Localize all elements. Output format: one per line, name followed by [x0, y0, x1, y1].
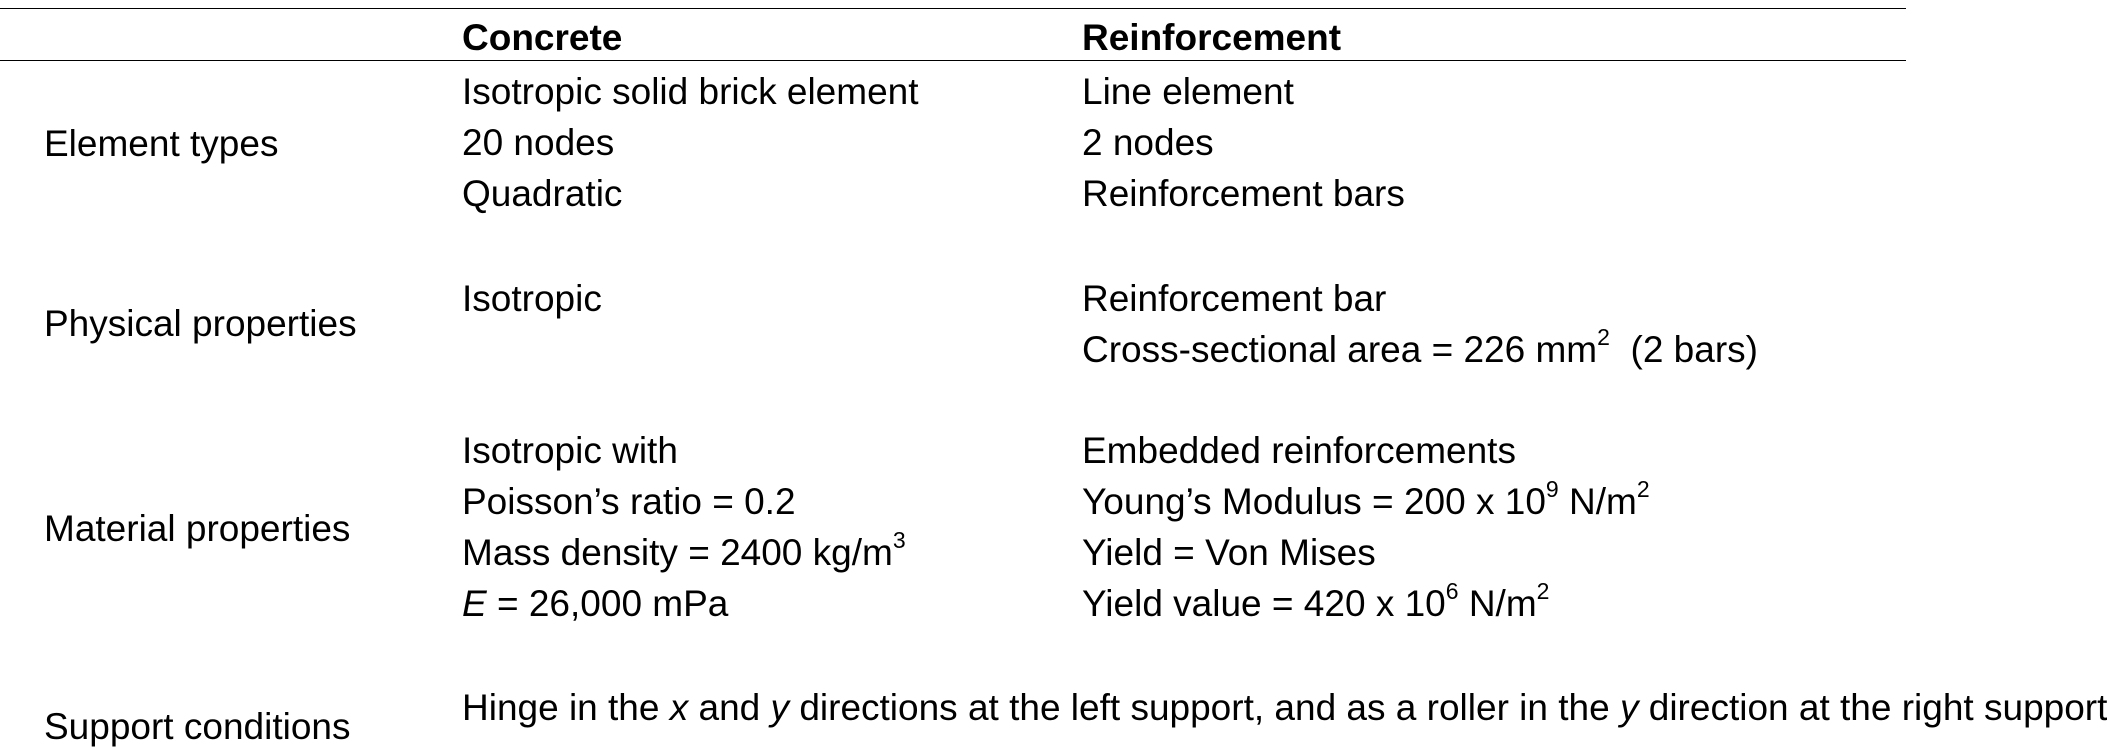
support-y1: y	[770, 687, 790, 728]
support-text-1: Hinge in the	[462, 687, 670, 728]
support-text-3: directions at the left support, and as a roller in the	[789, 687, 1620, 728]
element-types-concrete	[462, 70, 919, 223]
table-header-rule	[0, 60, 1906, 61]
youngs-unit-exponent: 2	[1636, 475, 1650, 502]
support-x: x	[669, 687, 689, 728]
density-text: Mass density = 2400 kg/m	[462, 532, 893, 573]
yield-unit-exponent: 2	[1536, 577, 1550, 604]
cell-text: Yield = Von Mises	[1082, 532, 1376, 573]
density-exponent: 3	[892, 526, 906, 553]
cell-text: Line element	[1082, 71, 1294, 112]
area-text: Cross-sectional area = 226 mm	[1082, 329, 1598, 370]
e-value: = 26,000 mPa	[486, 583, 729, 624]
cell-text: Reinforcement bar	[1082, 278, 1387, 319]
physical-properties-concrete	[462, 277, 602, 328]
yield-text: Yield value = 420 x 10	[1082, 583, 1446, 624]
column-header-reinforcement: Reinforcement	[1082, 17, 1342, 58]
support-y2: y	[1619, 687, 1639, 728]
cross-sectional-area	[1082, 323, 1758, 379]
cell-text: 2 nodes	[1082, 122, 1214, 163]
area-exponent: 2	[1597, 323, 1610, 350]
row-label-element-types: Element types	[44, 123, 279, 164]
table-top-rule	[0, 8, 1906, 9]
e-symbol: E	[462, 583, 487, 624]
support-text-4: direction at the right support	[1638, 687, 2107, 728]
youngs-text: Young’s Modulus = 200 x 10	[1082, 481, 1546, 522]
area-note: (2 bars)	[1609, 329, 1758, 370]
material-properties-concrete	[462, 429, 906, 633]
support-text-2: and	[688, 687, 771, 728]
cell-text: Isotropic	[462, 278, 602, 319]
row-label-material-properties: Material properties	[44, 508, 351, 549]
row-label-support-conditions: Support conditions	[44, 706, 351, 747]
cell-text: Isotropic with	[462, 430, 678, 471]
row-label-physical-properties: Physical properties	[44, 303, 357, 344]
cell-text: Quadratic	[462, 173, 623, 214]
material-properties-reinforcement	[1082, 429, 1650, 633]
yield-exponent: 6	[1445, 577, 1459, 604]
cell-text	[462, 686, 2107, 737]
element-types-reinforcement	[1082, 70, 1405, 223]
column-header-concrete: Concrete	[462, 17, 623, 58]
youngs-exponent: 9	[1545, 475, 1559, 502]
support-conditions-text	[462, 686, 2107, 737]
elastic-modulus	[462, 582, 906, 633]
cell-text: Isotropic solid brick element	[462, 71, 919, 112]
cell-text: Poisson’s ratio = 0.2	[462, 481, 796, 522]
yield-unit: N/m	[1458, 583, 1537, 624]
youngs-unit: N/m	[1558, 481, 1637, 522]
cell-text: 20 nodes	[462, 122, 615, 163]
physical-properties-reinforcement	[1082, 277, 1758, 379]
cell-text: Reinforcement bars	[1082, 173, 1405, 214]
youngs-modulus	[1082, 475, 1650, 531]
yield-value	[1082, 577, 1650, 633]
cell-text: Embedded reinforcements	[1082, 430, 1516, 471]
mass-density	[462, 526, 906, 582]
